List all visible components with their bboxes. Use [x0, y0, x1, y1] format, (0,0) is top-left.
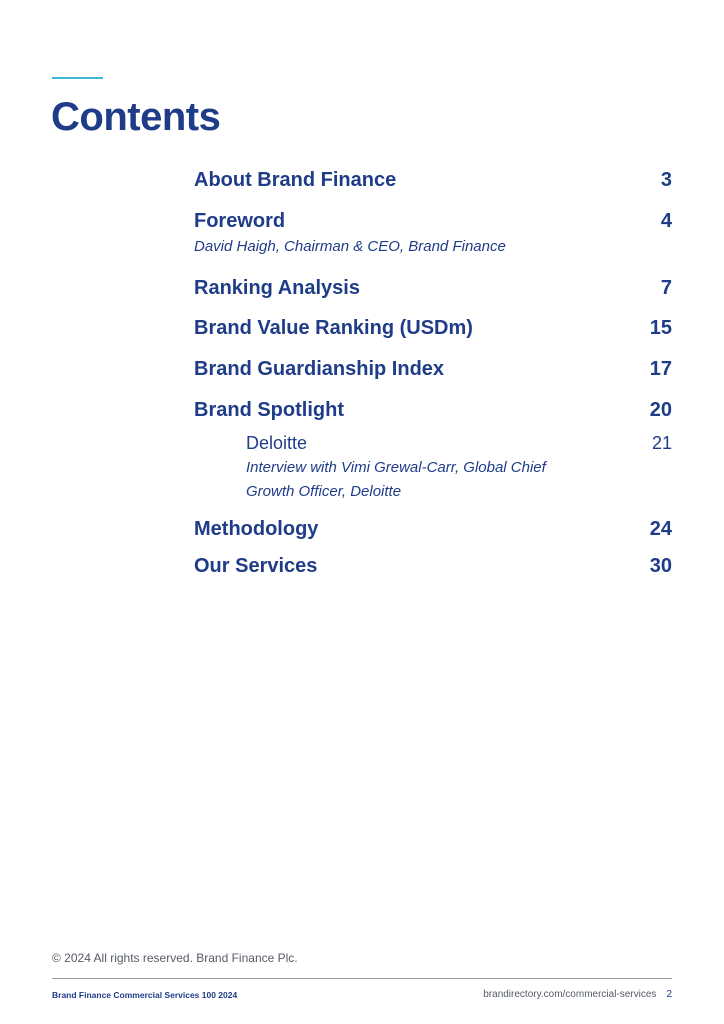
toc-subentry-deloitte[interactable] [246, 430, 672, 504]
toc-entry-foreword[interactable] [194, 207, 672, 259]
toc-entry-label: About Brand Finance [194, 169, 397, 191]
toc-entry-brand-value-ranking[interactable] [194, 314, 672, 342]
footer-url-link[interactable]: brandirectory.com/commercial-services [483, 989, 657, 1000]
toc-entry-services[interactable] [194, 552, 672, 580]
toc-entry-page: 4 [660, 210, 672, 232]
toc-entry-label: Our Services [194, 555, 318, 577]
page-title: Contents [51, 95, 221, 139]
toc-entry-label: Brand Value Ranking (USDm) [194, 317, 473, 339]
toc-entry-page: 7 [660, 277, 672, 299]
toc-entry-page: 15 [649, 317, 672, 339]
toc-entry-spotlight[interactable] [194, 396, 672, 424]
toc-entry-methodology[interactable] [194, 515, 672, 543]
title-accent-line [52, 77, 103, 79]
copyright-notice: © 2024 All rights reserved. Brand Finance Plc. [52, 951, 298, 965]
toc-entry-label: Brand Spotlight [194, 399, 344, 421]
toc-subentry-page: 21 [651, 433, 672, 453]
toc-entry-page: 3 [660, 169, 672, 191]
toc-entry-subtitle: David Haigh, Chairman & CEO, Brand Finance [194, 238, 506, 255]
toc-entry-guardianship[interactable] [194, 355, 672, 383]
toc-entry-page: 24 [649, 518, 672, 540]
toc-entry-page: 30 [649, 555, 672, 577]
toc-entry-page: 17 [649, 358, 672, 380]
toc-entry-label: Methodology [194, 518, 319, 540]
toc-entry-label: Foreword [194, 210, 286, 232]
toc-entry-about[interactable] [194, 166, 672, 194]
footer-publication-title: Brand Finance Commercial Services 100 2024 [52, 990, 238, 1000]
toc-entry-label: Ranking Analysis [194, 277, 360, 299]
toc-subentry-description: Interview with Vimi Grewal-Carr, Global Chief Growth Officer, Deloitte [246, 459, 546, 500]
toc-entry-page: 20 [649, 399, 672, 421]
footer-page-number: 2 [666, 989, 672, 1000]
footer-divider [52, 978, 672, 979]
toc-subentry-label: Deloitte [246, 433, 308, 453]
footer-right [483, 989, 672, 1000]
toc-entry-ranking-analysis[interactable] [194, 274, 672, 302]
toc-entry-label: Brand Guardianship Index [194, 358, 445, 380]
